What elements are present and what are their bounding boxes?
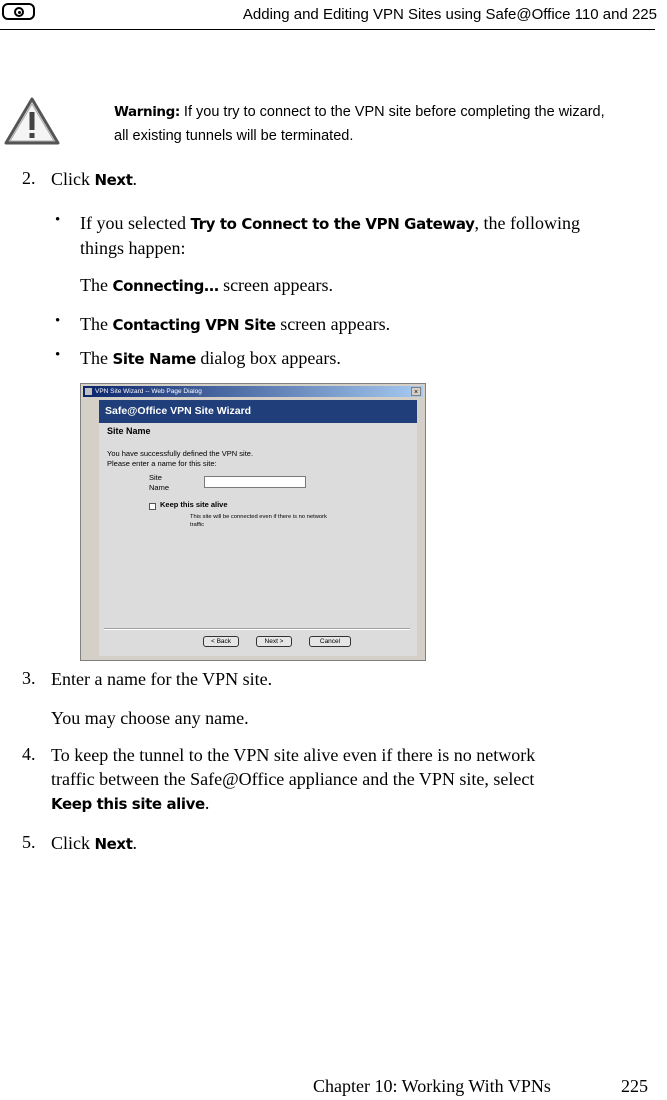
bullet-2-pre: The [80, 314, 113, 334]
bullet-1-pre: If you selected [80, 213, 191, 233]
step-2-post: . [132, 169, 137, 189]
bullet-3-bold: Site Name [112, 350, 196, 368]
step-2-pre: Click [51, 169, 95, 189]
step-3-sub: You may choose any name. [51, 708, 249, 728]
button-separator [104, 628, 410, 630]
step-4-number: 4. [22, 744, 36, 764]
bullet-1-line2: things happen: [80, 238, 186, 258]
next-button[interactable]: Next > [256, 636, 292, 647]
step-5-post: . [132, 833, 137, 853]
step-4-post: . [204, 793, 210, 813]
bullet-2 [80, 312, 390, 337]
warning-note [114, 100, 614, 148]
header-logo-icon [2, 3, 35, 20]
cancel-button[interactable]: Cancel [309, 636, 351, 647]
bullet-dot: • [55, 347, 61, 363]
step-5-bold: Next [94, 835, 133, 853]
step-5 [51, 831, 137, 856]
window-icon [85, 388, 92, 395]
step-2 [51, 167, 137, 192]
step-4 [51, 743, 535, 816]
dialog-window-title: VPN Site Wizard -- Web Page Dialog [95, 388, 202, 395]
bullet-1 [80, 211, 580, 260]
keep-alive-desc-1: This site will be connected even if there is no network [190, 514, 327, 520]
keep-alive-checkbox[interactable] [149, 503, 156, 510]
intro-line-1: You have successfully defined the VPN site. [107, 449, 254, 458]
site-name-input[interactable] [204, 476, 306, 488]
keep-alive-label: Keep this site alive [160, 500, 228, 509]
header-rule [0, 29, 655, 30]
step-3-text: Enter a name for the VPN site. [51, 669, 273, 689]
dialog-titlebar [83, 386, 423, 397]
warning-label: Warning: [114, 104, 180, 120]
header-title: Adding and Editing VPN Sites using Safe@Office 110 and 225 [242, 6, 657, 23]
step-4-line-1: To keep the tunnel to the VPN site alive even if there is no network [51, 745, 536, 765]
footer-page-number: 225 [621, 1076, 648, 1096]
footer-chapter: Chapter 10: Working With VPNs [313, 1076, 551, 1096]
bullet-3-post: dialog box appears. [195, 348, 341, 368]
bullet-2-post: screen appears. [275, 314, 391, 334]
step-4-bold: Keep this site alive [51, 795, 205, 813]
bullet-1-sub-post: screen appears. [218, 275, 333, 295]
site-name-label-2: Name [149, 483, 170, 492]
bullet-dot: • [55, 313, 61, 329]
keep-alive-desc-2: traffic [190, 522, 205, 528]
step-3-number: 3. [22, 668, 36, 688]
section-title: Site Name [107, 426, 151, 436]
warning-text: If you try to connect to the VPN site before completing the wizard, all existing tunnels will be terminated. [114, 104, 605, 144]
warning-icon [3, 96, 61, 148]
bullet-1-sub [80, 273, 333, 298]
site-name-dialog-screenshot [80, 383, 426, 661]
step-2-bold: Next [94, 171, 133, 189]
bullet-dot: • [55, 212, 61, 228]
site-name-label-1: Site [149, 473, 162, 482]
intro-line-2: Please enter a name for this site: [107, 459, 217, 468]
bullet-1-bold: Try to Connect to the VPN Gateway [190, 215, 475, 233]
bullet-3-pre: The [80, 348, 113, 368]
wizard-title: Safe@Office VPN Site Wizard [99, 400, 417, 423]
back-button[interactable]: < Back [203, 636, 239, 647]
bullet-3 [80, 346, 341, 371]
bullet-1-post: , the following [474, 213, 580, 233]
step-4-line-2: traffic between the Safe@Office appliance and the VPN site, select [51, 769, 535, 789]
step-2-number: 2. [22, 168, 36, 188]
bullet-1-sub-bold: Connecting… [112, 277, 219, 295]
bullet-2-bold: Contacting VPN Site [112, 316, 276, 334]
close-icon[interactable]: × [411, 387, 421, 396]
step-5-pre: Click [51, 833, 95, 853]
step-5-number: 5. [22, 832, 36, 852]
bullet-1-sub-pre: The [80, 275, 113, 295]
